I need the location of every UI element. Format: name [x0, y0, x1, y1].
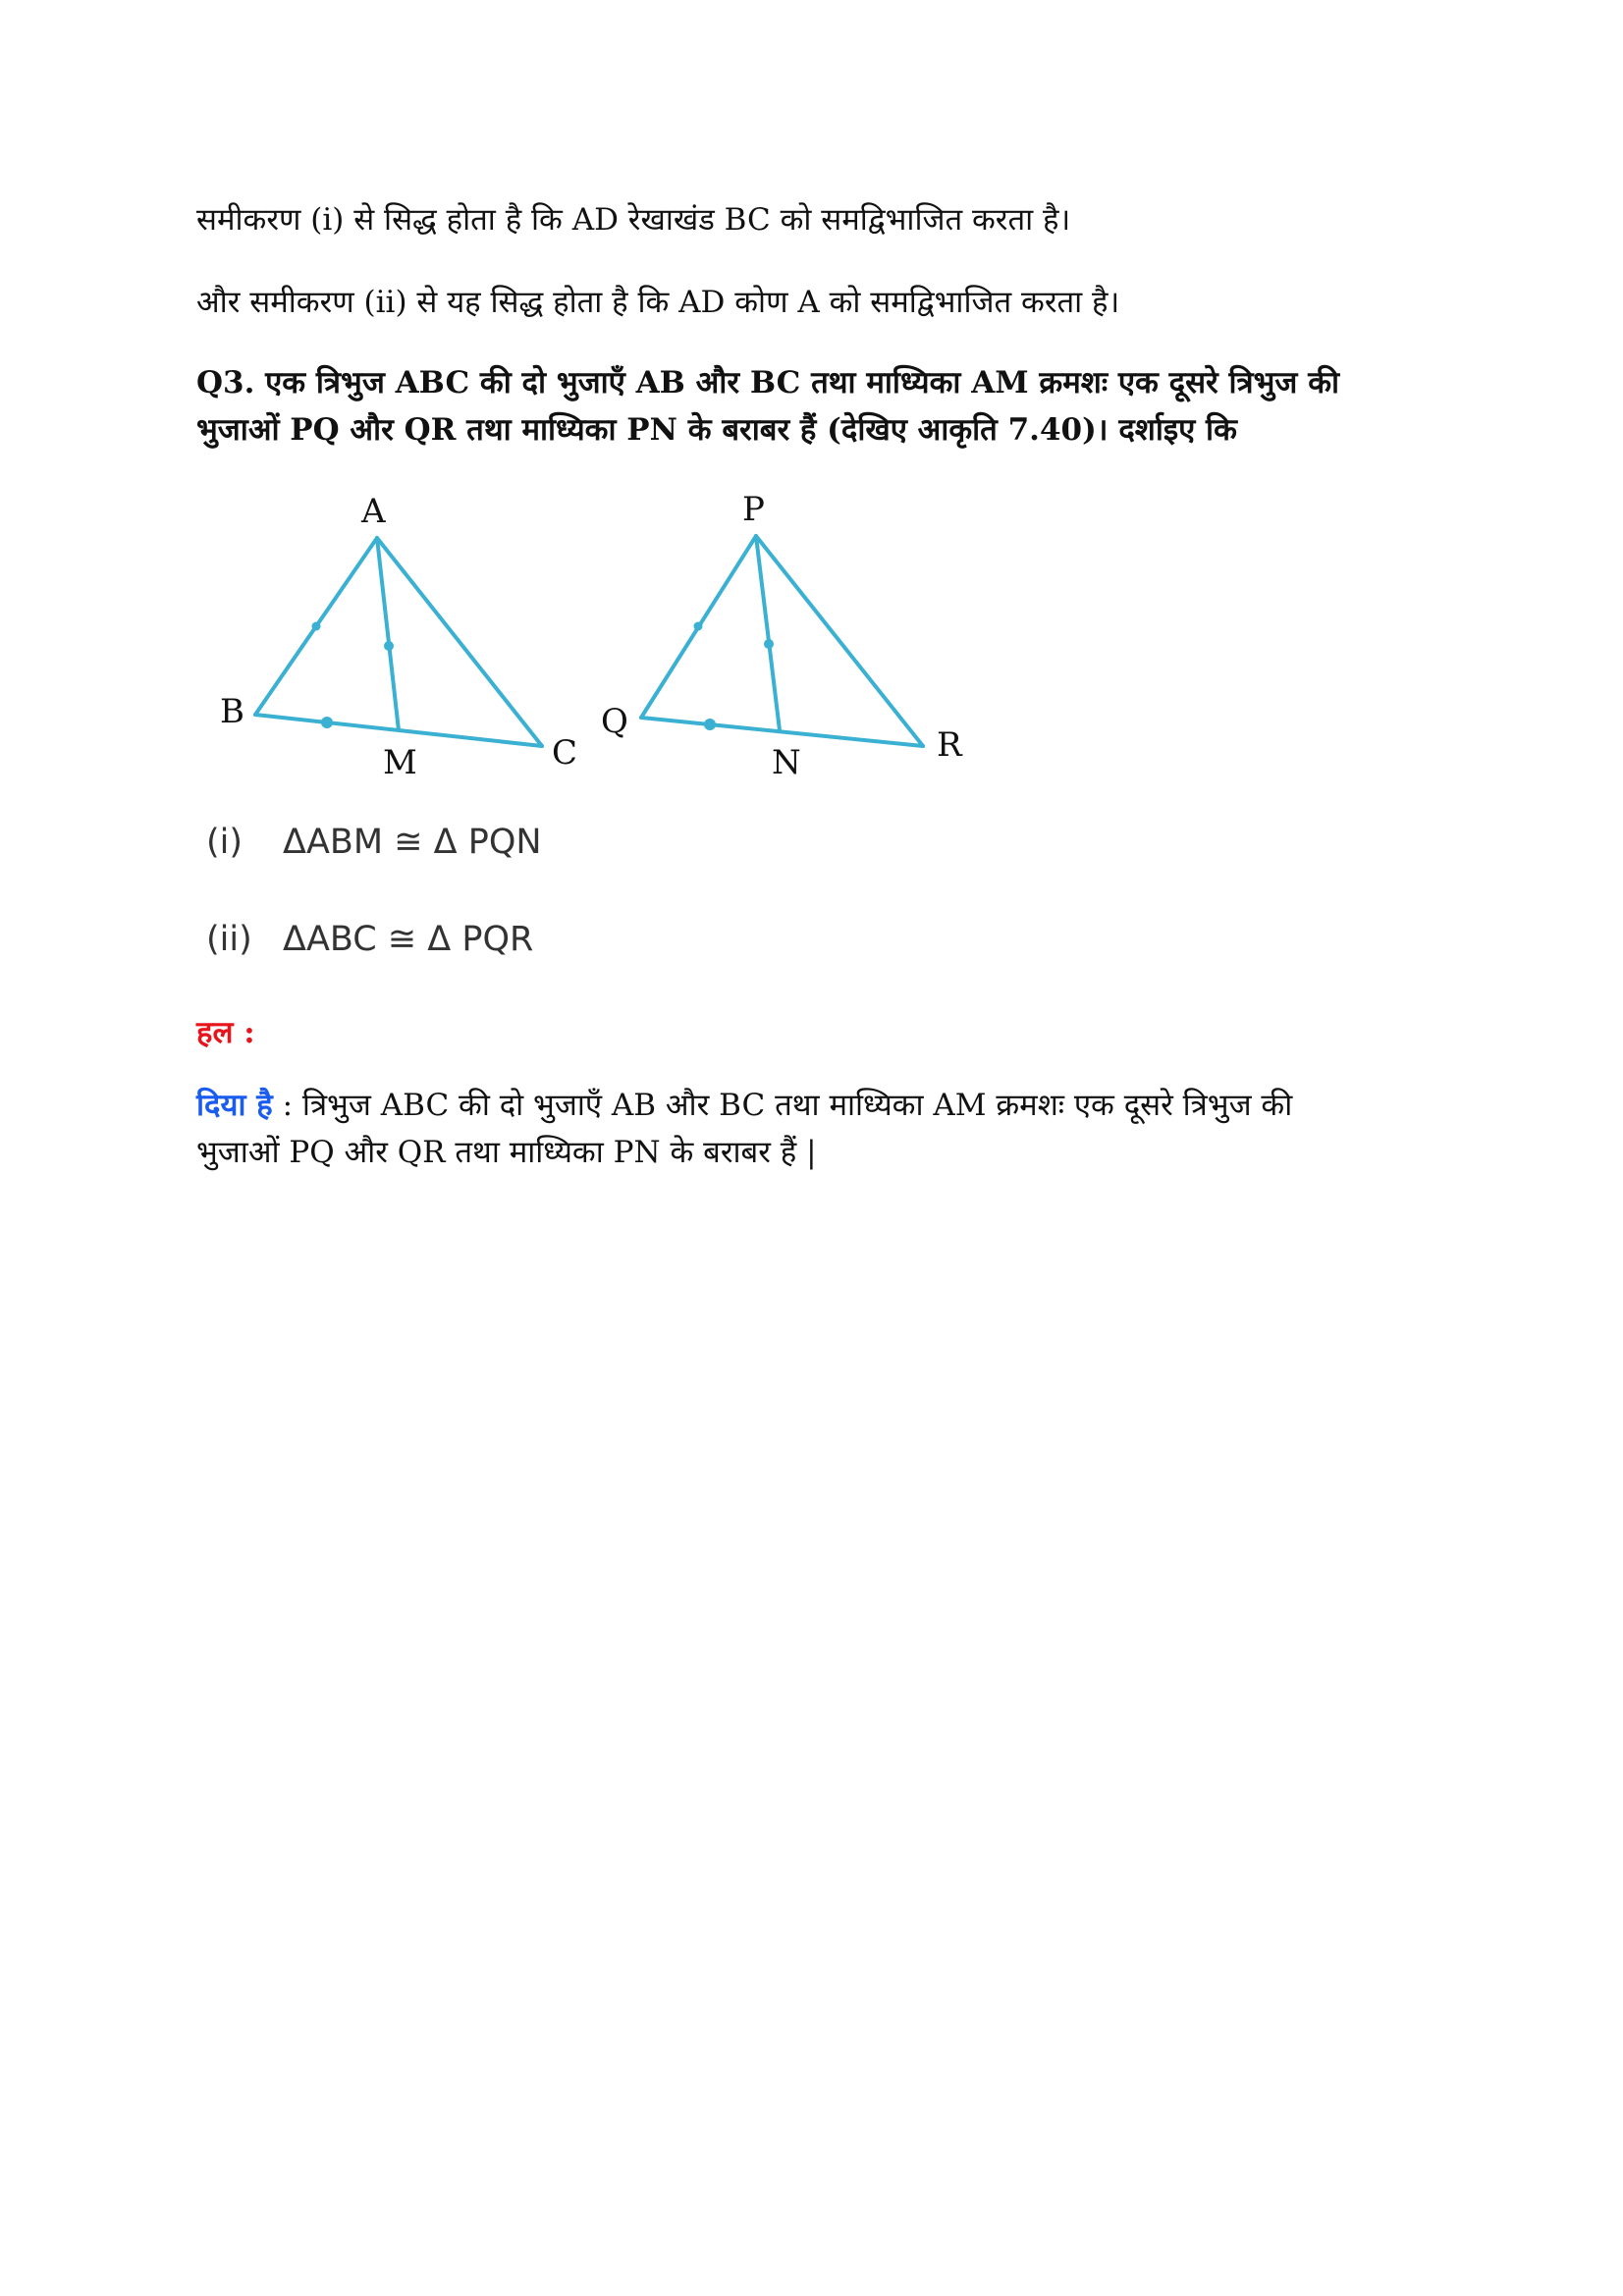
congruence-ii [206, 920, 533, 959]
vertex-label-p: P [742, 490, 765, 529]
median-pn [756, 536, 780, 730]
vertex-label-a: A [361, 492, 386, 531]
median-am [377, 538, 399, 730]
triangle-pqr [641, 536, 923, 746]
tick-marks-pqr [694, 622, 775, 731]
congruence-i [206, 823, 542, 862]
question-3-line-2: भुजाओं PQ और QR तथा माध्यिका PN के बराबर हैं (देखिए आकृति 7.40)। दर्शाइए कि [196, 412, 1237, 448]
side-ac [377, 538, 542, 746]
tick-marks-abc [312, 622, 395, 729]
vertex-label-r: R [937, 725, 962, 765]
vertex-label-q: Q [601, 702, 628, 741]
given-line-1 [196, 1088, 1292, 1124]
vertex-label-c: C [552, 733, 578, 773]
congruence-number: (i) [206, 823, 243, 862]
equation-ii-conclusion: और समीकरण (ii) से यह सिद्ध होता है कि AD कोण A को समद्विभाजित करता है। [196, 285, 1120, 320]
triangle-abc [255, 538, 542, 746]
point-label-m: M [383, 743, 417, 782]
question-3-line-1: Q3. एक त्रिभुज ABC की दो भुजाएँ AB और BC तथा माध्यिका AM क्रमशः एक दूसरे त्रिभुज की [196, 365, 1340, 400]
given-text-1: : त्रिभुज ABC की दो भुजाएँ AB और BC तथा माध्यिका AM क्रमशः एक दूसरे त्रिभुज की [272, 1088, 1293, 1123]
equation-i-conclusion: समीकरण (i) से सिद्ध होता है कि AD रेखाखंड BC को समद्विभाजित करता है। [196, 202, 1071, 238]
congruence-statement: ΔABM ≅ Δ PQN [283, 823, 542, 862]
solution-heading: हल : [196, 1015, 255, 1050]
given-line-2: भुजाओं PQ और QR तथा माध्यिका PN के बराबर हैं | [196, 1135, 817, 1170]
side-pr [756, 536, 923, 746]
point-label-n: N [772, 743, 801, 782]
side-qr [641, 718, 923, 746]
given-label: दिया है [196, 1088, 273, 1123]
congruence-number: (ii) [206, 920, 252, 959]
triangles-figure [206, 481, 982, 785]
congruence-statement: ΔABC ≅ Δ PQR [283, 920, 534, 959]
vertex-label-b: B [220, 692, 244, 731]
